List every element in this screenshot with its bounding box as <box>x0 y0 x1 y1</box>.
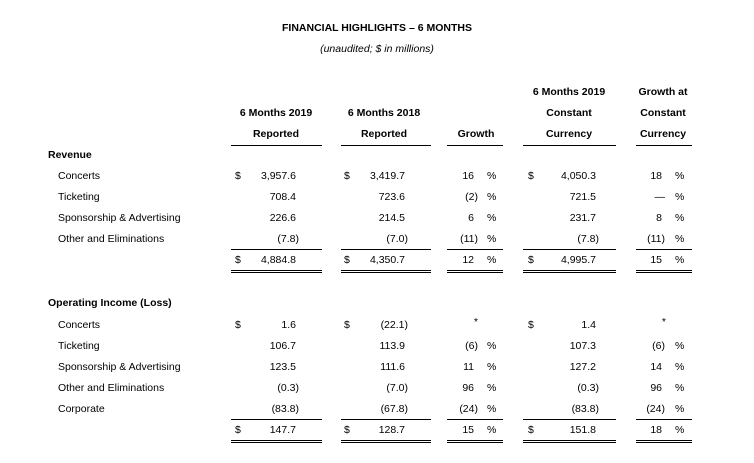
value-2019-reported: 106.7 <box>269 340 296 352</box>
value-growth-constant-currency: (11) <box>647 233 665 245</box>
value-2019-constant-currency: 4,050.3 <box>560 170 596 182</box>
header-col1-line1: 6 Months 2019 <box>239 107 313 119</box>
value-2018-reported: (67.8) <box>380 403 408 415</box>
row-label: Sponsorship & Advertising <box>58 361 181 373</box>
percent-sign: % <box>675 403 685 415</box>
dollar-sign: $ <box>528 254 534 266</box>
percent-sign: % <box>487 191 497 203</box>
percent-sign: % <box>675 424 685 436</box>
header-col3-line1: Growth <box>457 128 495 140</box>
total-growth: 15 <box>462 424 474 436</box>
percent-sign: % <box>487 254 497 266</box>
total-double-line-col3 <box>447 440 503 443</box>
subtotal-line-col1 <box>231 419 322 420</box>
total-double-line-col1 <box>231 440 322 443</box>
value-2019-reported: 123.5 <box>269 361 296 373</box>
value-2019-constant-currency: 721.5 <box>569 191 596 203</box>
header-underline-col2 <box>341 145 431 146</box>
total-growth-constant-currency: 15 <box>650 254 662 266</box>
value-2019-constant-currency: (7.8) <box>577 233 599 245</box>
report-subtitle: (unaudited; $ in millions) <box>320 43 434 55</box>
value-2019-constant-currency: (83.8) <box>571 403 599 415</box>
percent-sign: % <box>675 254 685 266</box>
value-2018-reported: (22.1) <box>380 319 408 331</box>
value-2019-constant-currency: 231.7 <box>569 212 596 224</box>
header-col4-line3: Currency <box>545 128 593 140</box>
value-growth-constant-currency: (24) <box>646 403 665 415</box>
value-growth: 16 <box>462 170 474 182</box>
percent-sign: % <box>487 212 497 224</box>
percent-sign: % <box>487 361 497 373</box>
value-growth-constant-currency: 18 <box>650 170 662 182</box>
row-label: Other and Eliminations <box>58 233 165 245</box>
dollar-sign: $ <box>235 424 241 436</box>
value-growth-constant-currency: (6) <box>652 340 665 352</box>
percent-sign: % <box>675 340 685 352</box>
total-growth: 12 <box>462 254 474 266</box>
total-2019-constant-currency: 151.8 <box>569 424 596 436</box>
percent-sign: % <box>487 403 497 415</box>
value-growth-constant-currency: 8 <box>656 212 662 224</box>
value-growth: * <box>473 316 478 328</box>
percent-sign: % <box>487 233 497 245</box>
value-growth-constant-currency: — <box>654 191 665 203</box>
operating-income-section-title: Operating Income (Loss) <box>48 297 172 309</box>
total-double-line-col4 <box>523 440 616 443</box>
value-2018-reported: 723.6 <box>378 191 405 203</box>
total-growth-constant-currency: 18 <box>650 424 662 436</box>
percent-sign: % <box>675 170 685 182</box>
total-double-line-col3 <box>447 270 503 273</box>
value-2018-reported: 113.9 <box>379 340 405 352</box>
value-2019-reported: (7.8) <box>277 233 299 245</box>
subtotal-line-col1 <box>231 249 322 250</box>
header-underline-col1 <box>231 145 322 146</box>
percent-sign: % <box>487 382 497 394</box>
subtotal-line-col2 <box>341 419 431 420</box>
value-growth-constant-currency: 96 <box>650 382 662 394</box>
value-2019-reported: 3,957.6 <box>260 170 296 182</box>
value-2018-reported: (7.0) <box>386 233 408 245</box>
value-2019-reported: (0.3) <box>277 382 299 394</box>
row-label: Sponsorship & Advertising <box>58 212 181 224</box>
value-2019-reported: 1.6 <box>281 319 296 331</box>
subtotal-line-col4 <box>523 419 616 420</box>
dollar-sign: $ <box>235 170 241 182</box>
total-double-line-col5 <box>636 270 692 273</box>
total-double-line-col2 <box>341 270 431 273</box>
dollar-sign: $ <box>528 424 534 436</box>
value-2019-reported: 226.6 <box>269 212 296 224</box>
total-double-line-col5 <box>636 440 692 443</box>
total-2018-reported: 128.7 <box>378 424 405 436</box>
value-2019-reported: (83.8) <box>271 403 299 415</box>
value-2019-constant-currency: 1.4 <box>581 319 596 331</box>
header-underline-col5 <box>636 145 692 146</box>
row-label: Concerts <box>58 170 101 182</box>
value-2018-reported: 111.6 <box>380 361 405 373</box>
header-col2-line2: Reported <box>360 128 408 140</box>
header-col1-line2: Reported <box>252 128 300 140</box>
value-growth: 96 <box>462 382 474 394</box>
subtotal-line-col3 <box>447 419 503 420</box>
header-col4-line2: Constant <box>546 107 592 119</box>
row-label: Ticketing <box>58 340 100 352</box>
subtotal-line-col5 <box>636 249 692 250</box>
total-2019-constant-currency: 4,995.7 <box>560 254 596 266</box>
revenue-section-title: Revenue <box>48 149 92 161</box>
total-2019-reported: 147.7 <box>269 424 296 436</box>
dollar-sign: $ <box>344 170 350 182</box>
total-2019-reported: 4,884.8 <box>260 254 296 266</box>
header-col2-line1: 6 Months 2018 <box>347 107 421 119</box>
percent-sign: % <box>675 233 685 245</box>
subtotal-line-col5 <box>636 419 692 420</box>
total-double-line-col4 <box>523 270 616 273</box>
value-2018-reported: 3,419.7 <box>369 170 405 182</box>
value-2019-constant-currency: 127.2 <box>569 361 596 373</box>
total-2018-reported: 4,350.7 <box>369 254 405 266</box>
total-double-line-col1 <box>231 270 322 273</box>
percent-sign: % <box>487 170 497 182</box>
value-growth: (24) <box>459 403 478 415</box>
header-col5-line2: Constant <box>640 107 686 119</box>
dollar-sign: $ <box>235 319 241 331</box>
value-growth: (2) <box>465 191 478 203</box>
percent-sign: % <box>675 361 685 373</box>
value-growth: 11 <box>463 361 474 373</box>
dollar-sign: $ <box>344 254 350 266</box>
header-col5-line3: Currency <box>639 128 687 140</box>
percent-sign: % <box>675 212 685 224</box>
subtotal-line-col4 <box>523 249 616 250</box>
dollar-sign: $ <box>344 319 350 331</box>
value-growth-constant-currency: 14 <box>650 361 662 373</box>
row-label: Ticketing <box>58 191 100 203</box>
header-underline-col3 <box>447 145 503 146</box>
value-2018-reported: 214.5 <box>378 212 405 224</box>
row-label: Other and Eliminations <box>58 382 165 394</box>
value-2019-reported: 708.4 <box>269 191 296 203</box>
header-col5-line1: Growth at <box>638 86 688 98</box>
header-underline-col4 <box>523 145 616 146</box>
dollar-sign: $ <box>235 254 241 266</box>
value-growth: (6) <box>465 340 478 352</box>
subtotal-line-col2 <box>341 249 431 250</box>
header-col4-line1: 6 Months 2019 <box>532 86 606 98</box>
total-double-line-col2 <box>341 440 431 443</box>
dollar-sign: $ <box>528 170 534 182</box>
percent-sign: % <box>675 191 685 203</box>
value-growth: (11) <box>460 233 478 245</box>
percent-sign: % <box>675 382 685 394</box>
row-label: Corporate <box>58 403 105 415</box>
value-growth: 6 <box>468 212 474 224</box>
value-2019-constant-currency: (0.3) <box>577 382 599 394</box>
dollar-sign: $ <box>344 424 350 436</box>
percent-sign: % <box>487 424 497 436</box>
value-growth-constant-currency: * <box>661 316 666 328</box>
value-2019-constant-currency: 107.3 <box>569 340 596 352</box>
report-title: FINANCIAL HIGHLIGHTS – 6 MONTHS <box>282 22 472 34</box>
dollar-sign: $ <box>528 319 534 331</box>
subtotal-line-col3 <box>447 249 503 250</box>
value-2018-reported: (7.0) <box>386 382 408 394</box>
row-label: Concerts <box>58 319 101 331</box>
percent-sign: % <box>487 340 497 352</box>
